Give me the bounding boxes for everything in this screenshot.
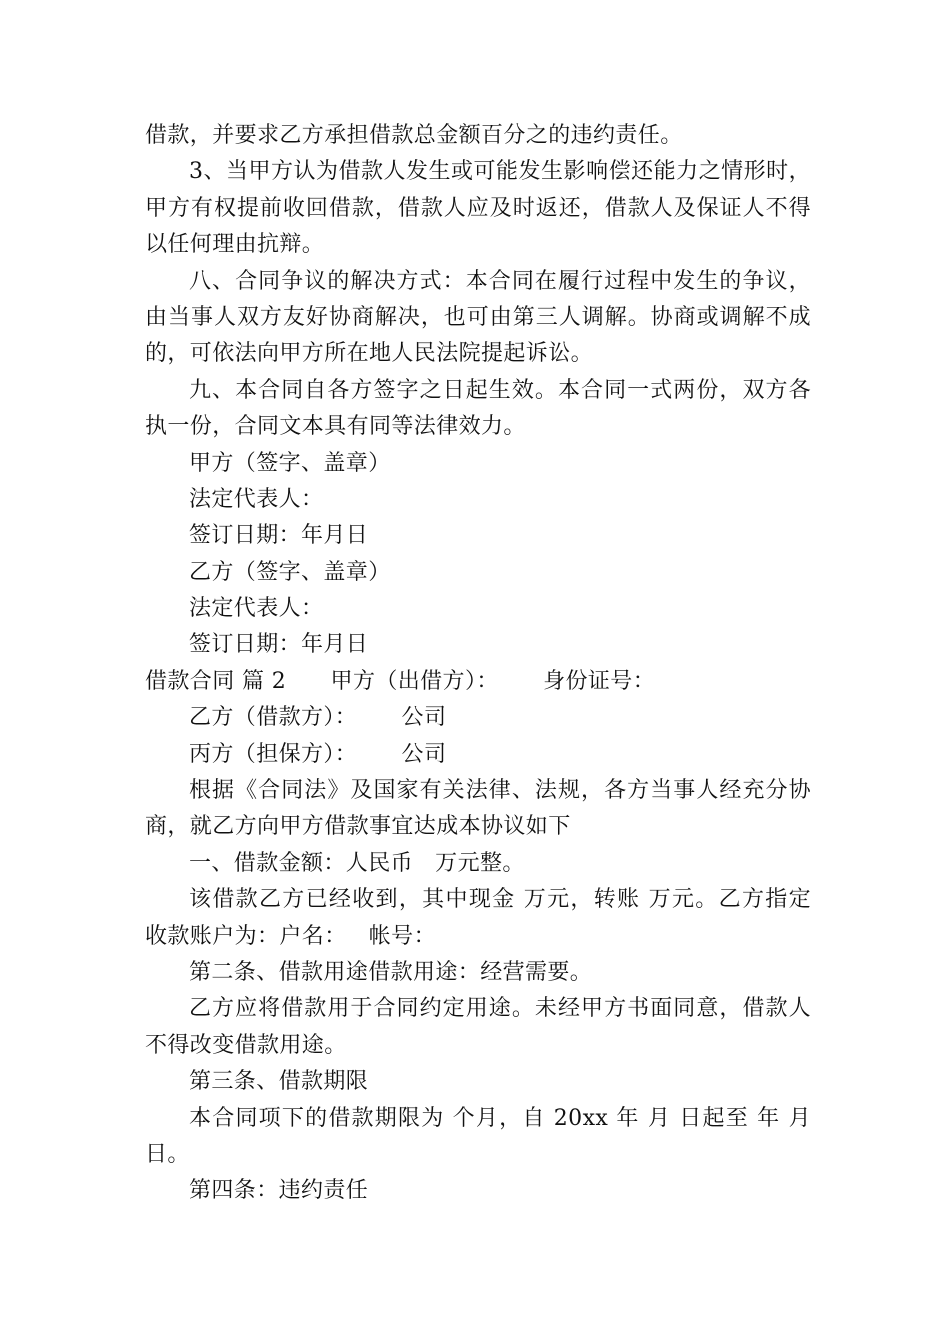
text-line: 收款账户为：户名： 帐号： xyxy=(145,923,436,949)
text-line: 商，就乙方向甲方借款事宜达成本协议如下 xyxy=(145,814,571,840)
text-line: 日。 xyxy=(145,1141,190,1167)
document-page xyxy=(145,118,811,1210)
text-line: 以任何理由抗辩。 xyxy=(145,232,325,258)
text-line: 本合同项下的借款期限为 个月，自 20xx 年 月 日起至 年 月 xyxy=(189,1105,811,1131)
text-line: 第二条、借款用途借款用途：经营需要。 xyxy=(189,959,593,985)
text-line: 乙方（借款方）： 公司 xyxy=(189,705,447,731)
text-line: 根据《合同法》及国家有关法律、法规，各方当事人经充分协 xyxy=(189,778,811,804)
text-line: 不得改变借款用途。 xyxy=(145,1032,347,1058)
text-line: 丙方（担保方）： 公司 xyxy=(189,741,447,767)
text-line: 九、本合同自各方签字之日起生效。本合同一式两份，双方各 xyxy=(189,377,811,403)
text-line: 执一份，合同文本具有同等法律效力。 xyxy=(145,414,526,440)
text-line: 第四条：违约责任 xyxy=(189,1178,369,1204)
text-line: 3、当甲方认为借款人发生或可能发生影响偿还能力之情形时， xyxy=(189,159,811,185)
text-line: 借款，并要求乙方承担借款总金额百分之的违约责任。 xyxy=(145,123,683,148)
text-line: 八、合同争议的解决方式：本合同在履行过程中发生的争议， xyxy=(189,268,811,294)
text-line: 第三条、借款期限 xyxy=(189,1069,369,1095)
text-line: 乙方（签字、盖章） xyxy=(189,559,391,585)
text-line: 甲方有权提前收回借款，借款人应及时返还，借款人及保证人不得 xyxy=(145,195,811,221)
text-line: 的，可依法向甲方所在地人民法院提起诉讼。 xyxy=(145,341,594,367)
text-line: 甲方（签字、盖章） xyxy=(189,450,391,476)
text-line: 签订日期：年月日 xyxy=(189,632,369,658)
text-line: 法定代表人： xyxy=(189,486,324,512)
text-line: 该借款乙方已经收到，其中现金 万元，转账 万元。乙方指定 xyxy=(189,887,811,913)
text-line: 乙方应将借款用于合同约定用途。未经甲方书面同意，借款人 xyxy=(189,996,811,1022)
text-line: 法定代表人： xyxy=(189,596,324,622)
text-line: 签订日期：年月日 xyxy=(189,523,369,549)
section-heading-line: 借款合同 篇 2 甲方（出借方）： 身份证号： xyxy=(145,668,656,694)
text-line: 由当事人双方友好协商解决，也可由第三人调解。协商或调解不成 xyxy=(145,304,811,330)
text-line: 一、借款金额：人民币 万元整。 xyxy=(189,850,525,876)
